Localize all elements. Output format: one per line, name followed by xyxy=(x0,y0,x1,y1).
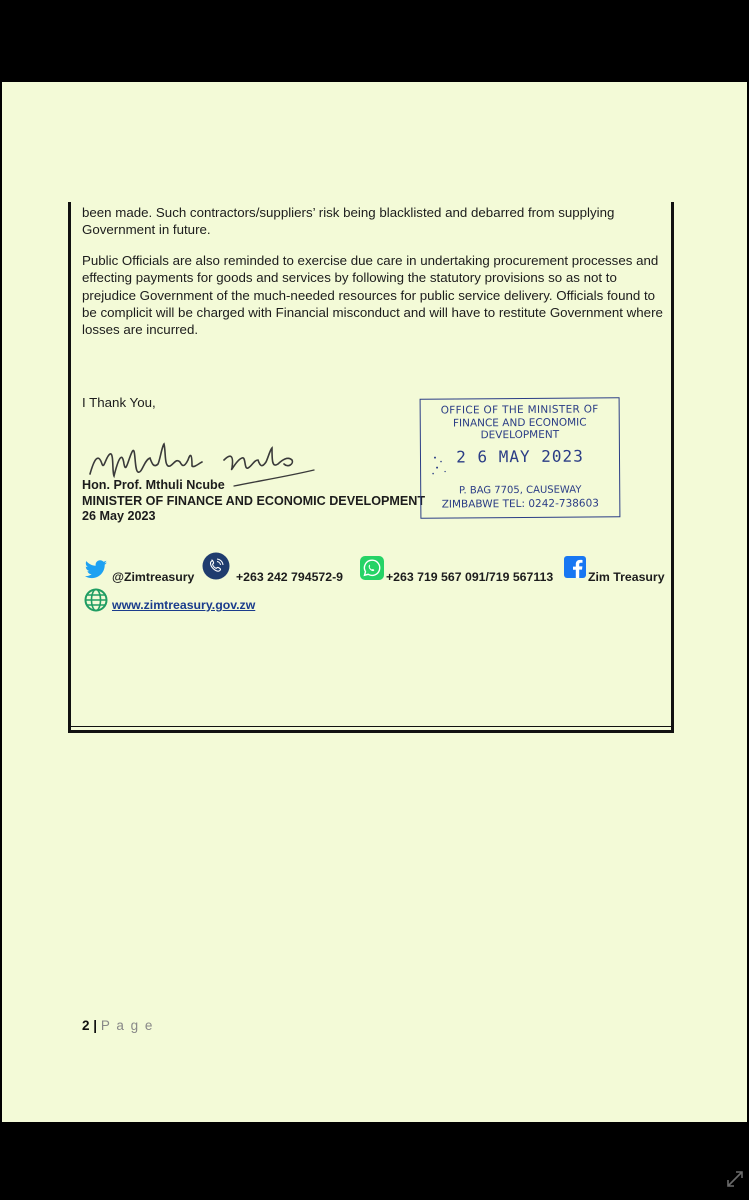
whatsapp-icon xyxy=(360,556,384,580)
page-word: P a g e xyxy=(100,1018,154,1033)
stamp-line-2: FINANCE AND ECONOMIC xyxy=(452,416,587,429)
official-stamp xyxy=(420,397,621,518)
page-footer: 2 | P a g e xyxy=(82,1018,154,1033)
stamp-line-3: DEVELOPMENT xyxy=(480,428,560,442)
stamp-line-1: OFFICE OF THE MINISTER OF xyxy=(440,403,599,417)
twitter-icon xyxy=(84,560,108,580)
phone-icon xyxy=(202,552,230,580)
facebook-name[interactable]: Zim Treasury xyxy=(588,570,665,584)
signatory-name: Hon. Prof. Mthuli Ncube xyxy=(82,478,225,492)
facebook-icon xyxy=(564,556,586,578)
globe-icon xyxy=(84,588,108,612)
twitter-handle[interactable]: @Zimtreasury xyxy=(112,570,195,584)
stamp-speckle xyxy=(429,451,459,481)
signatory-date: 26 May 2023 xyxy=(82,509,156,523)
stamp-address-1: P. BAG 7705, CAUSEWAY xyxy=(458,484,582,497)
phone-number[interactable]: +263 242 794572-9 xyxy=(236,570,344,584)
website-link[interactable]: www.zimtreasury.gov.zw xyxy=(112,598,256,612)
signatory-block xyxy=(82,478,425,525)
body-paragraph-2: Public Officials are also reminded to exercise due care in undertaking procurement processes and effecting payments for goods and services by following the statutory provisions so as not to prejudice Government of the much-needed resources for public service delivery. Officials found to be complicit will be charged with Financial misconduct and will have to restitute Government where losses are incurred. xyxy=(82,253,663,338)
document-page xyxy=(2,82,747,1122)
contact-bar xyxy=(82,552,667,622)
signatory-title: MINISTER OF FINANCE AND ECONOMIC DEVELOPMENT xyxy=(82,493,426,508)
stamp-address-2: ZIMBABWE TEL: 0242-738603 xyxy=(441,496,599,511)
page-number: 2 xyxy=(82,1018,90,1033)
resize-icon[interactable] xyxy=(724,1168,746,1190)
whatsapp-number[interactable]: +263 719 567 091/719 567113 xyxy=(386,570,554,584)
body-paragraph-1: been made. Such contractors/suppliers’ risk being blacklisted and debarred from supplying Government in future. xyxy=(82,205,615,238)
closing-thanks: I Thank You, xyxy=(82,395,156,410)
stamp-date: 2 6 MAY 2023 xyxy=(456,446,584,466)
